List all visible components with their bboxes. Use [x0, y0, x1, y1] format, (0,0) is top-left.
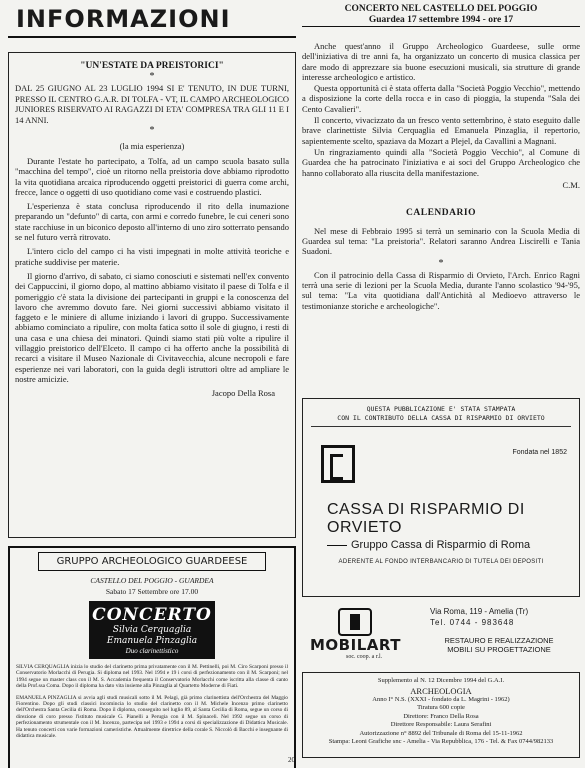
page-number: 20 [288, 756, 295, 764]
calendar-title: CALENDARIO [406, 207, 476, 218]
concert-paragraph: Questa opportunità ci è stata offerta dalla "Società Poggio Vecchio", mettendo a disposizione la corte della rocca e in caso di pioggia, la stupenda "Sala dei Cento Cavalieri". [302, 83, 580, 114]
divider [311, 426, 571, 427]
colophon-line: Supplemento al N. 12 Dicembre 1994 del G.A.I. [377, 677, 505, 684]
concert-card-title: CONCERTO [92, 605, 212, 625]
flyer-header: GRUPPO ARCHEOLOGICO GUARDEESE [38, 552, 266, 571]
left-column [8, 4, 296, 768]
flyer-date: Sabato 17 Settembre ore 17.00 [105, 587, 199, 596]
calendar-paragraph: Con il patrocinio della Cassa di Risparmio di Orvieto, l'Arch. Enrico Ragni terrà una serie di lezioni per la Scuola Media, durante l'anno scolastico '94-'95, sul tema: "La vita quotidiana dall'Antichità al Medioevo attraverso le testimonianze storiche e archeologiche". [302, 269, 580, 311]
concert-subtitle: Guardea 17 settembre 1994 - ore 17 [368, 15, 514, 25]
article-box [8, 52, 296, 538]
performer-bio: SILVIA CERQUAGLIA inizia lo studio del clarinetto prima privatamente con il M. Pettinelli, poi M. Ciro Scarponi presso il Conservatorio Morlacchi di Perugia. Si diploma nel 1993. Nel 1994 e 19 i corsi di perfezionamento con il M. Scarponi; nel 1994 segue un master class con il M. S. Accademia frequenta il Conservatorio Morlacchi come iscritta alla classe di canto della Prof.ssa Coma. Dopo il diploma ha dato vita insieme alla Pinzaglia al Quartetto Moderne di Fiati. [16, 664, 288, 690]
ensemble-label: Duo clarinettistico [125, 647, 179, 655]
colophon-line: Direttore Responsabile: Laura Serafini [390, 721, 492, 728]
sponsor-note: QUESTA PUBBLICAZIONE E' STATA STAMPATA [366, 405, 516, 413]
publication-name: ARCHEOLOGIA [410, 685, 472, 696]
bank-founded: Fondata nel 1852 [512, 449, 567, 456]
star-divider: * [149, 71, 155, 82]
colophon-line: Direttore: Franco Della Rosa [403, 712, 479, 720]
article-paragraph: Il giorno d'arrivo, di sabato, ci siamo conosciuti e sistemati nell'ex convento dei Cappuccini, il giorno dopo, al mattino abbiamo visitato il paese di Tolfa e il pomeriggio c'è stata la divisione dei partecipanti in gruppi e la conoscenza del lavoro che avremmo dovuto fare. Nei giorni successivi abbiamo visitato il faggeto e le miniere di allume iniziando i lavori di gruppo. Successivamente abbiamo cominciato a ripulire, con molta fatica sotto il sole di giugno, i resti di una casa e una chiesa dei minatori. Quindi siamo stati più volte a ripulire il villaggio preistorico dell'Elceto. Il campo ci ha offerto anche la possibilità di recarci a visitare il Museo Nazionale di Civitavecchia, alcune necropoli e fare esperienze nei vari laboratori, con la guida degli istruttori oltre ad ampliare le nostre amicizie. [15, 270, 289, 384]
mobilart-contact [430, 606, 528, 628]
mobilart-advertisement [302, 602, 580, 666]
bank-group: Gruppo Cassa di Risparmio di Roma [351, 539, 571, 551]
performer-name: Silvia Cerquaglia [112, 625, 192, 635]
colophon [302, 672, 580, 758]
article-paragraph: L'intero ciclo del campo ci ha visti impegnati in molte attività teoriche e pratiche suddivise per materie. [15, 246, 289, 267]
concert-paragraph: Un ringraziamento quindi alla "Società Poggio Vecchio", al Comune di Guardea che ha patrocinato l'iniziativa e ai soci del Gruppo Archeologico che hanno collaborato alla riuscita della manifestazione. [302, 146, 580, 178]
performer-bio: EMANUELA PINZAGLIA si avvia agli studi musicali sotto il M. Pelagi, già primo clarinettista dell'Orchestra del Maggio Fiorentino. Dopo gli studi classici incomincia lo studio del clarinetto con il M. Michele Incenzo primo clarinetto dell'Orchestra Santa Cecilia di Roma. Dopo il diploma, conseguito nel luglio 89, al Santa Cecilia di Roma, segue un corso di direzione di coro presso l'istituto musicale G. Pianelli a Perugia con il M. Spinaceli. Nel 1992 segue un corso di perfezionamento strumentale con il M. Incenzo, partecipa nel 1993 e 1994 a corsi di specializzazione di Didattica Musicale. Ha tenuto concerti con varie formazioni cameristiche. Attualmente direttrice della corale S. Niccolò di Bacchi e insegnante di didattica musicale. [16, 694, 288, 740]
mobilart-service-line: RESTAURO E REALIZZAZIONE [444, 636, 554, 645]
right-column [302, 4, 580, 312]
mobilart-service-line: MOBILI SU PROGETTAZIONE [447, 645, 551, 654]
sponsor-note: CON IL CONTRIBUTO DELLA CASSA DI RISPARMIO DI ORVIETO [337, 414, 545, 422]
concert-paragraph: Anche quest'anno il Gruppo Archeologico Guardeese, sulle orme dell'iniziativa di tre anni fa, ha organizzato un concerto di musica classica per dare modo di apprezzare sia buone esecuzioni musicali, sia strutture di grande interesse archeologico e artistico. [302, 41, 580, 82]
bank-logo-icon [321, 445, 355, 483]
bank-logo-row [311, 445, 571, 499]
mobilart-logo [310, 608, 401, 664]
star-divider: * [438, 257, 444, 269]
chair-icon [338, 608, 372, 636]
mobilart-phone: Tel. 0744 - 983648 [430, 618, 515, 627]
mobilart-company-type: soc. coop. a r.l. [346, 654, 383, 660]
mobilart-address: Via Roma, 119 - Amelia (Tr) [430, 607, 529, 616]
article-signature: Jacopo Della Rosa [211, 388, 275, 399]
bank-adherence: ADERENTE AL FONDO INTERBANCARIO DI TUTELA DEI DEPOSITI [338, 559, 544, 565]
article-paragraph: L'esperienza è stata conclusa riproducendo il rito della inumazione preparando un "defunto" di carta, con armi e corredo funebre, le cui ceneri sono state racchiuse in un biconico deposto all'interno di uno ziro sotterrato pensando se nel futuro verrà ritrovato. [15, 201, 289, 243]
colophon-line: Anno I° N.S. (XXXI - fondato da L. Magrini - 1962) [372, 695, 510, 703]
calendar-paragraph: Nel mese di Febbraio 1995 si terrà un seminario con la Scuola Media di Guardea sul tema: "La preistoria". Relatori saranno Andrea Liscirelli e Tania Suadoni. [302, 225, 580, 257]
colophon-line: Tiratura 600 copie [417, 704, 465, 711]
article-lead: DAL 25 GIUGNO AL 23 LUGLIO 1994 SI E' TENUTO, IN DUE TURNI, PRESSO IL CENTRO G.A.R. DI TOLFA - VT, IL CAMPO ARCHEOLOGICO JUNIORES RISERVATO AI RAGAZZI DI ETA' COMPRESA TRA GLI 11 E I 14 ANNI. [15, 83, 289, 125]
article-title: "UN'ESTATE DA PREISTORICI" [80, 61, 224, 71]
concert-flyer [8, 546, 296, 768]
concert-body [302, 41, 580, 190]
flyer-place: CASTELLO DEL POGGIO - GUARDEA [90, 576, 214, 585]
concert-header [302, 4, 580, 27]
colophon-line: Stampa: Leoni Grafiche snc - Amelia - Via Repubblica, 176 - Tel. & Fax 0744/982133 [328, 738, 554, 745]
mobilart-name: MOBILART [310, 636, 401, 654]
mobilart-services [424, 636, 574, 654]
article-subtitle: (la mia esperienza) [119, 141, 185, 151]
concert-signature: C.M. [562, 179, 580, 190]
bank-name: CASSA DI RISPARMIO DI ORVIETO [327, 501, 525, 536]
concert-title: CONCERTO NEL CASTELLO DEL POGGIO [344, 4, 538, 14]
star-divider: * [149, 125, 155, 136]
bank-advertisement [302, 398, 580, 597]
concert-card [89, 601, 215, 659]
performer-name: Emanuela Pinzaglia [106, 636, 198, 646]
section-banner: INFORMAZIONI [8, 4, 296, 38]
article-paragraph: Durante l'estate ho partecipato, a Tolfa, ad un campo scuola basato sulla "macchina del tempo", cioè un ritorno nella preistoria dove abbiamo riprodotto la vita quotidiana arcaica riproducendo oggetti preistorici di guerra come archi, frecce, lance o oggetti di uso quotidiano come vasi e costruendo plastici. [15, 156, 289, 197]
concert-paragraph: Il concerto, vivacizzato da un fresco vento settembrino, è stato eseguito dalle brave clarinettiste Silvia Cerquaglia ed Emanuela Pinzaglia, il repertorio, sapientemente scelto, spaziava da Mozart a Plejel, da Cavallini a Magnani. [302, 115, 580, 146]
colophon-line: Autorizzazione n° 8892 del Tribunale di Roma del 15-11-1962 [359, 729, 523, 737]
